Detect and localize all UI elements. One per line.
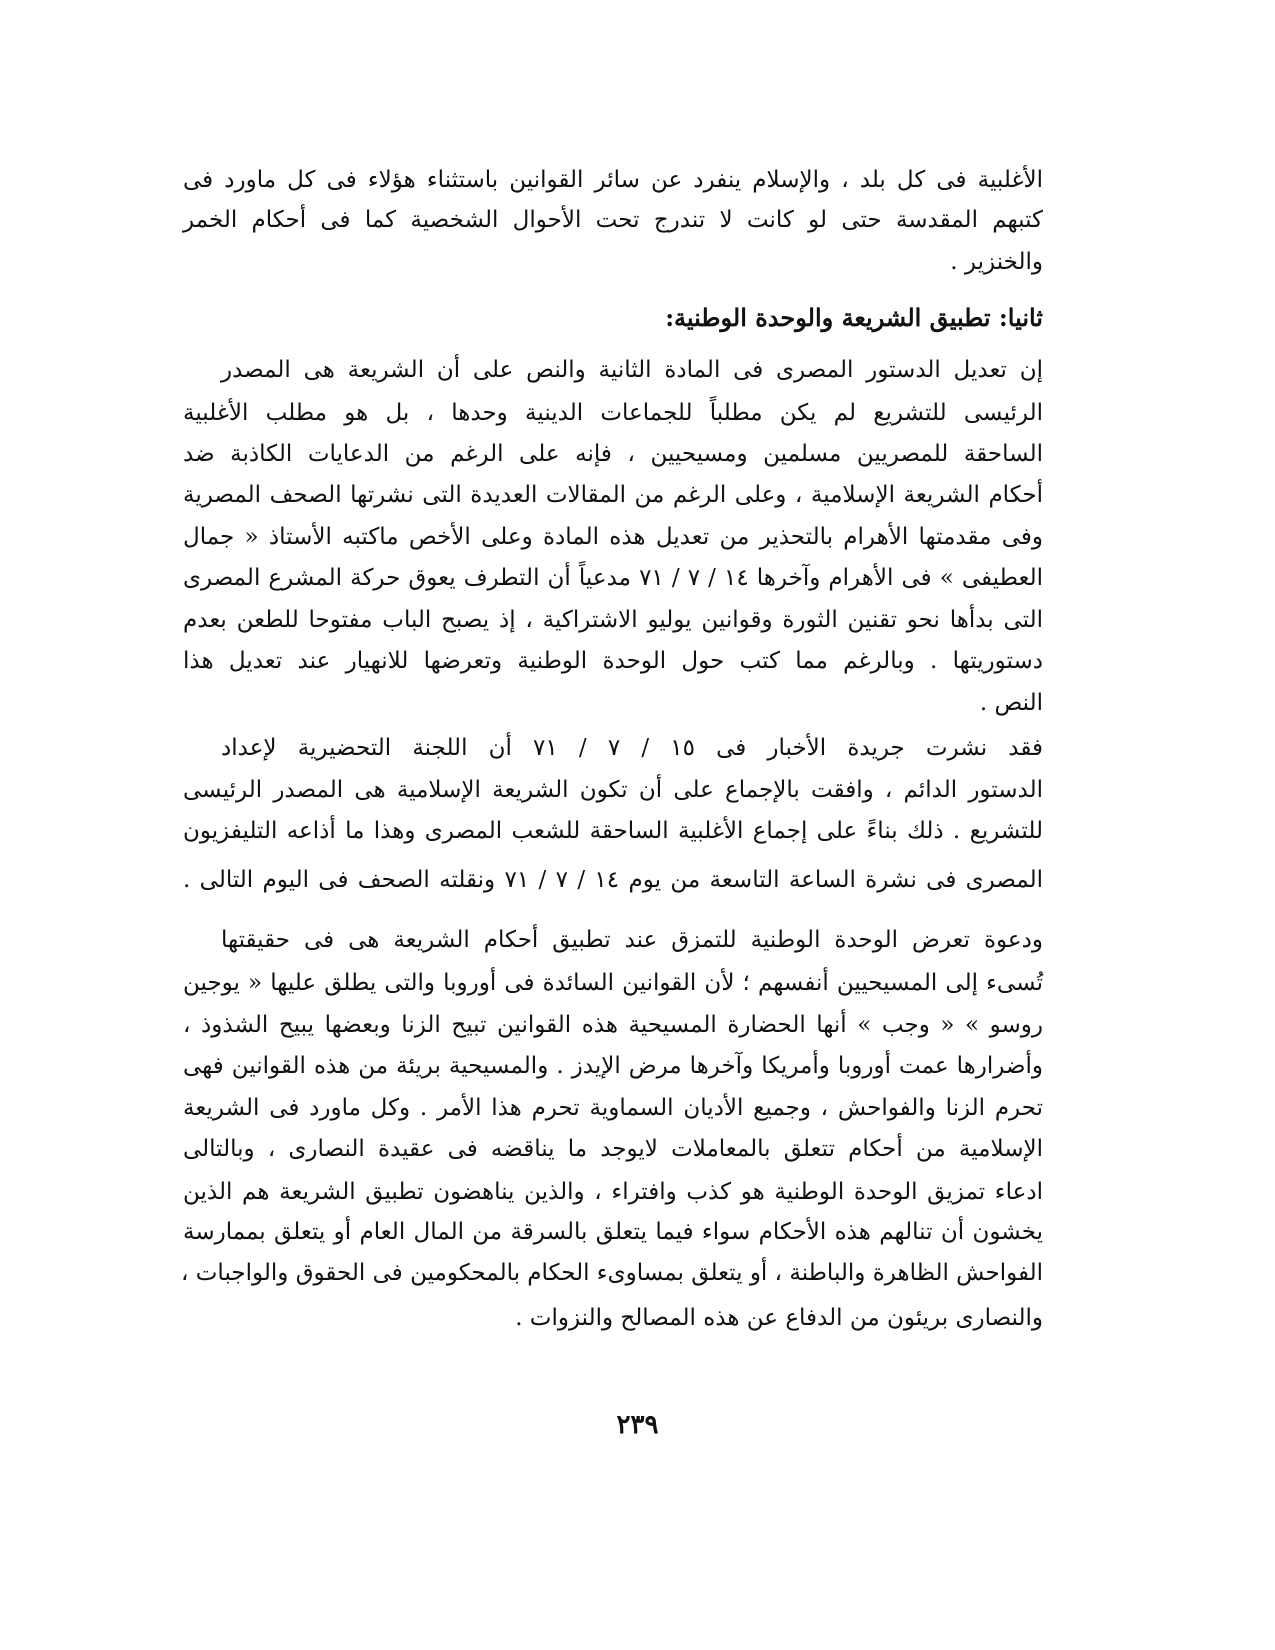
text-line: التى بدأها نحو تقنين الثورة وقوانين يوليو الاشتراكية ، إذ يصبح الباب مفتوحا للطعن بعدم bbox=[183, 607, 1043, 633]
text-line: دستوريتها . وبالرغم مما كتب حول الوحدة الوطنية وتعرضها للانهيار عند تعديل هذا bbox=[183, 648, 1043, 674]
text-line: الأغلبية فى كل بلد ، والإسلام ينفرد عن سائر القوانين باستثناء هؤلاء فى كل ماورد فى bbox=[183, 167, 1043, 193]
text-line: للتشريع . ذلك بناءً على إجماع الأغلبية الساحقة للشعب المصرى وهذا ما أذاعه التليفزيون bbox=[183, 818, 1043, 844]
text-line: كتبهم المقدسة حتى لو كانت لا تندرج تحت الأحوال الشخصية كما فى أحكام الخمر bbox=[183, 207, 1043, 233]
text-line: إن تعديل الدستور المصرى فى المادة الثانية والنص على أن الشريعة هى المصدر bbox=[221, 357, 1043, 383]
text-line: والنصارى بريئون من الدفاع عن هذه المصالح والنزوات . bbox=[515, 1305, 1043, 1331]
text-line: وفى مقدمتها الأهرام بالتحذير من تعديل هذه المادة وعلى الأخص ماكتبه الأستاذ « جمال bbox=[183, 524, 1043, 550]
text-line: تحرم الزنا والفواحش ، وجميع الأديان السماوية تحرم هذا الأمر . وكل ماورد فى الشريعة bbox=[183, 1095, 1043, 1121]
text-line: النص . bbox=[979, 690, 1043, 716]
text-line: روسو » « وجب » أنها الحضارة المسيحية هذه القوانين تبيح الزنا وبعضها يبيح الشذوذ ، bbox=[183, 1012, 1043, 1038]
text-line: والخنزير . bbox=[950, 249, 1043, 275]
text-line: العطيفى » فى الأهرام وآخرها ١٤ / ٧ / ٧١ مدعياً أن التطرف يعوق حركة المشرع المصرى bbox=[183, 565, 1043, 591]
text-line: ادعاء تمزيق الوحدة الوطنية هو كذب وافتراء ، والذين يناهضون تطبيق الشريعة هم الذين bbox=[183, 1179, 1043, 1205]
text-line: المصرى فى نشرة الساعة التاسعة من يوم ١٤ / ٧ / ٧١ ونقلته الصحف فى اليوم التالى . bbox=[183, 867, 1044, 893]
text-line: ودعوة تعرض الوحدة الوطنية للتمزق عند تطبيق أحكام الشريعة هى فى حقيقتها bbox=[221, 927, 1043, 953]
page-number: ٢٣٩ bbox=[616, 1410, 659, 1440]
text-line: أحكام الشريعة الإسلامية ، وعلى الرغم من المقالات العديدة التى نشرتها الصحف المصرية bbox=[183, 482, 1043, 508]
text-line: الساحقة للمصريين مسلمين ومسيحيين ، فإنه على الرغم من الدعايات الكاذبة ضد bbox=[183, 441, 1043, 467]
text-line: تُسىء إلى المسيحيين أنفسهم ؛ لأن القوانين السائدة فى أوروبا والتى يطلق عليها « يوجين bbox=[183, 970, 1043, 996]
text-line: وأضرارها عمت أوروبا وأمريكا وآخرها مرض الإيدز . والمسيحية بريئة من هذه القوانين فهى bbox=[183, 1053, 1044, 1079]
text-line: الرئيسى للتشريع لم يكن مطلباً للجماعات الدينية وحدها ، بل هو مطلب الأغلبية bbox=[183, 400, 1043, 426]
text-line: الفواحش الظاهرة والباطنة ، أو يتعلق بمساوىء الحكام بالمحكومين فى الحقوق والواجبات ، bbox=[181, 1260, 1043, 1286]
text-line: الإسلامية من أحكام تتعلق بالمعاملات لايوجد ما يناقضه فى عقيدة النصارى ، وبالتالى bbox=[183, 1136, 1043, 1162]
text-line: فقد نشرت جريدة الأخبار فى ١٥ / ٧ / ٧١ أن اللجنة التحضيرية لإعداد bbox=[221, 735, 1044, 761]
section-heading: ثانيا: تطبيق الشريعة والوحدة الوطنية: bbox=[665, 303, 1043, 332]
text-line: يخشون أن تنالهم هذه الأحكام سواء فيما يتعلق بالسرقة من المال العام أو يتعلق بممارسة bbox=[183, 1219, 1043, 1245]
text-line: الدستور الدائم ، وافقت بالإجماع على أن تكون الشريعة الإسلامية هى المصدر الرئيسى bbox=[183, 777, 1043, 803]
